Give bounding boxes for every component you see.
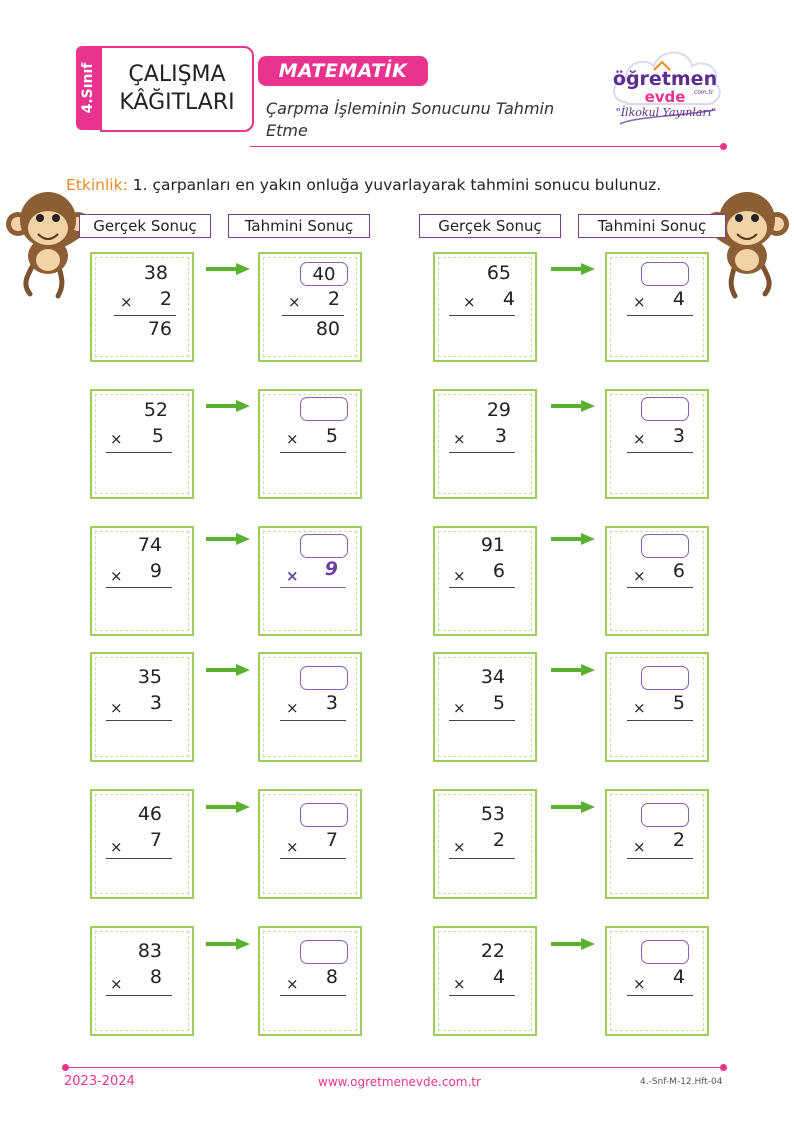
actual-card-3 <box>90 389 194 499</box>
footer-divider-dot-left <box>62 1064 69 1071</box>
result-rule <box>449 720 515 721</box>
factor-top: 74 <box>137 534 162 556</box>
estimate-card-3 <box>258 389 362 499</box>
times-sign: × <box>463 293 476 311</box>
times-sign: × <box>633 975 646 993</box>
estimate-input[interactable] <box>300 940 348 964</box>
header-estimate-right: Tahmini Sonuç <box>578 214 726 238</box>
estimate-card-7 <box>258 652 362 762</box>
times-sign: × <box>633 699 646 717</box>
actual-card-6 <box>433 526 537 636</box>
estimate-input[interactable] <box>641 666 689 690</box>
times-sign: × <box>453 699 466 717</box>
factor-top: 65 <box>486 262 511 284</box>
estimate-card-8 <box>605 652 709 762</box>
times-sign: × <box>110 975 123 993</box>
factor-bottom-handwritten: 9 <box>324 558 338 580</box>
result-rule <box>280 995 346 996</box>
factor-bottom: 5 <box>492 692 505 714</box>
activity-label: Etkinlik: <box>66 176 128 194</box>
header-estimate-left: Tahmini Sonuç <box>228 214 370 238</box>
result-rule <box>106 452 172 453</box>
logo-brand-2: evde <box>644 88 686 106</box>
result-rule <box>627 858 693 859</box>
estimate-card-2 <box>605 252 709 362</box>
factor-bottom: 2 <box>672 829 685 851</box>
estimate-result: 80 <box>315 318 340 340</box>
result-rule <box>280 720 346 721</box>
estimate-input[interactable] <box>641 534 689 558</box>
times-sign: × <box>453 567 466 585</box>
title-line-2: KÂĞITLARI <box>119 90 235 115</box>
publisher-logo <box>606 40 724 132</box>
factor-top: 83 <box>137 940 162 962</box>
title-line-1: ÇALIŞMA <box>128 62 226 87</box>
arrow-right-icon <box>551 801 595 813</box>
times-sign: × <box>453 430 466 448</box>
result-rule <box>627 587 693 588</box>
factor-bottom: 9 <box>149 560 162 582</box>
estimate-input[interactable] <box>641 262 689 286</box>
times-sign: × <box>286 975 299 993</box>
arrow-right-icon <box>206 400 250 412</box>
estimate-card-6 <box>605 526 709 636</box>
result-rule <box>280 858 346 859</box>
actual-card-1 <box>90 252 194 362</box>
result-rule <box>449 452 515 453</box>
factor-top: 38 <box>143 262 168 284</box>
result-rule <box>627 720 693 721</box>
result-rule <box>282 315 344 316</box>
estimate-card-5 <box>258 526 362 636</box>
factor-bottom: 7 <box>325 829 338 851</box>
factor-bottom: 3 <box>494 425 507 447</box>
factor-top: 53 <box>480 803 505 825</box>
result-rule <box>449 315 515 316</box>
times-sign: × <box>286 838 299 856</box>
subtitle-line-2: Etme <box>266 121 308 140</box>
result-rule <box>106 995 172 996</box>
times-sign: × <box>288 293 301 311</box>
actual-card-11 <box>90 926 194 1036</box>
estimate-card-10 <box>605 789 709 899</box>
times-sign: × <box>453 975 466 993</box>
estimate-input[interactable] <box>300 397 348 421</box>
result-rule <box>280 587 346 588</box>
factor-bottom: 3 <box>325 692 338 714</box>
estimate-card-4 <box>605 389 709 499</box>
times-sign: × <box>633 430 646 448</box>
topic-subtitle <box>266 98 606 142</box>
result-rule <box>106 858 172 859</box>
factor-top: 29 <box>486 399 511 421</box>
factor-bottom: 2 <box>492 829 505 851</box>
factor-bottom: 2 <box>159 288 172 310</box>
footer-document-code: 4.-Snf-M-12.Hft-04 <box>640 1077 723 1087</box>
arrow-right-icon <box>551 400 595 412</box>
times-sign: × <box>633 567 646 585</box>
logo-brand-1: öğretmen <box>612 68 718 90</box>
estimate-input[interactable] <box>300 803 348 827</box>
subject-badge: MATEMATİK <box>258 56 428 86</box>
times-sign: × <box>110 430 123 448</box>
factor-bottom: 4 <box>502 288 515 310</box>
actual-card-7 <box>90 652 194 762</box>
times-sign: × <box>633 293 646 311</box>
result-rule <box>106 587 172 588</box>
factor-top: 91 <box>480 534 505 556</box>
times-sign: × <box>453 838 466 856</box>
arrow-right-icon <box>206 938 250 950</box>
arrow-right-icon <box>206 263 250 275</box>
factor-top: 34 <box>480 666 505 688</box>
estimate-input[interactable] <box>300 666 348 690</box>
activity-instruction <box>66 176 726 194</box>
header-divider-dot <box>720 143 727 150</box>
times-sign: × <box>110 838 123 856</box>
estimate-input[interactable] <box>641 940 689 964</box>
footer-divider-dot-right <box>720 1064 727 1071</box>
times-sign: × <box>286 699 299 717</box>
footer-divider <box>66 1067 724 1068</box>
actual-card-5 <box>90 526 194 636</box>
estimate-input[interactable] <box>641 397 689 421</box>
grade-label: 4.Sınıf <box>80 62 96 114</box>
monkey-right-icon <box>699 182 794 302</box>
factor-bottom: 6 <box>672 560 685 582</box>
factor-top: 35 <box>137 666 162 688</box>
factor-bottom: 5 <box>672 692 685 714</box>
worksheet-title <box>100 46 254 132</box>
factor-bottom: 4 <box>672 288 685 310</box>
footer-year: 2023-2024 <box>64 1074 135 1089</box>
factor-top: 46 <box>137 803 162 825</box>
result-rule <box>449 587 515 588</box>
times-sign: × <box>286 430 299 448</box>
footer-website-link[interactable]: www.ogretmenevde.com.tr <box>318 1075 481 1089</box>
factor-bottom: 5 <box>325 425 338 447</box>
header-actual-left: Gerçek Sonuç <box>79 214 211 238</box>
factor-bottom: 3 <box>672 425 685 447</box>
result-rule <box>106 720 172 721</box>
times-sign-handwritten: × <box>286 567 299 585</box>
times-sign: × <box>110 567 123 585</box>
result-rule <box>280 452 346 453</box>
factor-bottom: 5 <box>151 425 164 447</box>
actual-card-8 <box>433 652 537 762</box>
factor-bottom: 8 <box>149 966 162 988</box>
subtitle-line-1: Çarpma İşleminin Sonucunu Tahmin <box>266 99 555 118</box>
times-sign: × <box>120 293 133 311</box>
arrow-right-icon <box>551 664 595 676</box>
factor-bottom: 3 <box>149 692 162 714</box>
estimate-input[interactable] <box>641 803 689 827</box>
estimate-card-11 <box>258 926 362 1036</box>
factor-bottom: 2 <box>327 288 340 310</box>
actual-card-9 <box>90 789 194 899</box>
arrow-right-icon <box>551 938 595 950</box>
actual-card-10 <box>433 789 537 899</box>
arrow-right-icon <box>551 263 595 275</box>
header-divider <box>250 146 724 147</box>
estimate-card-12 <box>605 926 709 1036</box>
activity-text: 1. çarpanları en yakın onluğa yuvarlayarak tahmini sonucu bulunuz. <box>127 176 662 194</box>
logo-wordmark <box>610 70 720 106</box>
factor-top: 52 <box>143 399 168 421</box>
times-sign: × <box>110 699 123 717</box>
monkey-left-icon <box>0 182 95 302</box>
factor-bottom: 6 <box>492 560 505 582</box>
arrow-right-icon <box>551 533 595 545</box>
result-value: 76 <box>147 318 172 340</box>
times-sign: × <box>633 838 646 856</box>
factor-top: 22 <box>480 940 505 962</box>
actual-card-12 <box>433 926 537 1036</box>
logo-tagline: "İlkokul Yayınları" <box>615 106 717 119</box>
estimate-card-1 <box>258 252 362 362</box>
arrow-right-icon <box>206 801 250 813</box>
result-rule <box>627 452 693 453</box>
factor-bottom: 7 <box>149 829 162 851</box>
logo-domain: .com.tr <box>692 89 714 96</box>
estimate-input[interactable]: 40 <box>300 262 348 286</box>
estimate-card-9 <box>258 789 362 899</box>
arrow-right-icon <box>206 664 250 676</box>
actual-card-2 <box>433 252 537 362</box>
result-rule <box>627 315 693 316</box>
factor-bottom: 8 <box>325 966 338 988</box>
result-rule <box>627 995 693 996</box>
factor-bottom: 4 <box>672 966 685 988</box>
result-rule <box>449 858 515 859</box>
header-actual-right: Gerçek Sonuç <box>419 214 561 238</box>
arrow-right-icon <box>206 533 250 545</box>
actual-card-4 <box>433 389 537 499</box>
factor-bottom: 4 <box>492 966 505 988</box>
estimate-input[interactable] <box>300 534 348 558</box>
result-rule <box>449 995 515 996</box>
grade-tab <box>76 46 100 130</box>
result-rule <box>114 315 176 316</box>
